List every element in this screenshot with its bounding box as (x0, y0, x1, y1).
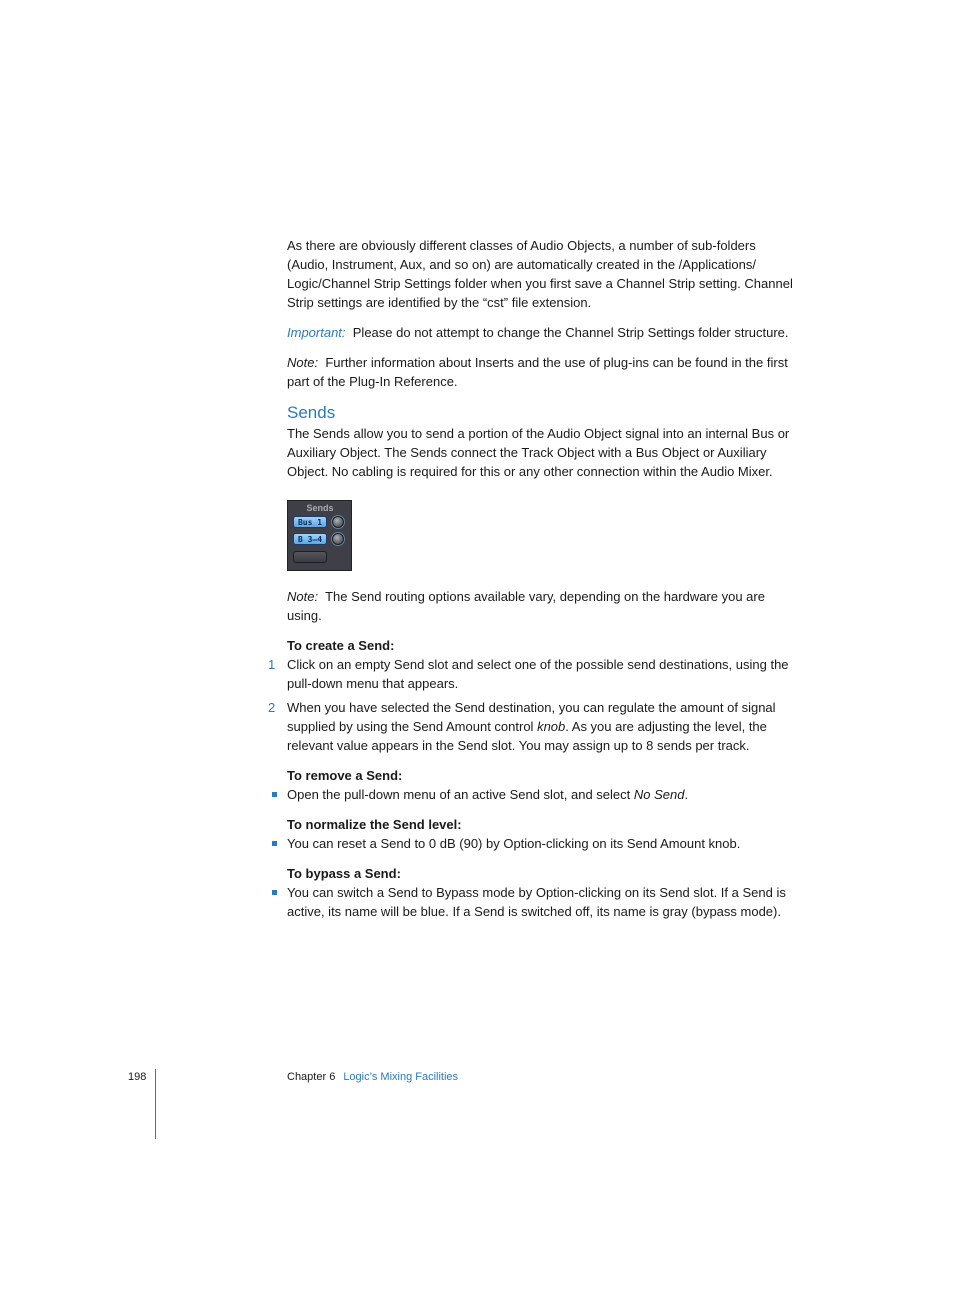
bullet-normalize (287, 834, 797, 853)
note-text: The Send routing options available vary, depending on the hardware you are using. (287, 589, 765, 623)
note-routing (287, 587, 797, 625)
bullet-remove (287, 785, 797, 804)
sends-figure (287, 500, 352, 571)
bullet-bypass (287, 883, 797, 921)
chapter-label: Chapter 6 (287, 1071, 336, 1083)
figure-title: Sends (306, 503, 334, 513)
bullet-square-icon (272, 792, 277, 797)
note-text: Further information about Inserts and the use of plug-ins can be found in the first part of the Plug-In Reference. (287, 355, 788, 389)
step-text (287, 698, 797, 755)
bullet-text-part: Open the pull-down menu of an active Send slot, and select (287, 787, 634, 802)
step-text-part: When you have selected the Send destination, you can regulate the amount of signal supplied by using the Send Amount control (287, 700, 776, 734)
step-text-emphasis: knob (537, 719, 566, 734)
task-heading-bypass: To bypass a Send: (287, 866, 401, 881)
bullet-square-icon (272, 841, 277, 846)
task-heading-remove: To remove a Send: (287, 768, 403, 783)
task-heading-create: To create a Send: (287, 638, 395, 653)
intro-paragraph: As there are obviously different classes of Audio Objects, a number of sub-folders (Audio, Instrument, Aux, and so on) are automatically created in the /Applications/ Logic/Channel Strip Settings folder when you first save a Channel Strip setting. Channel Strip settings are identified by the “cst” file extension. (287, 238, 793, 310)
important-label: Important: (287, 325, 346, 340)
important-text: Please do not attempt to change the Channel Strip Settings folder structure. (352, 325, 789, 340)
send-amount-knob-1[interactable] (332, 516, 344, 528)
step-1 (268, 655, 797, 693)
section-heading-sends: Sends (287, 403, 336, 422)
step-number: 2 (268, 700, 276, 715)
note-inserts (287, 353, 797, 391)
sends-paragraph: The Sends allow you to send a portion of the Audio Object signal into an internal Bus or Auxiliary Object. The Sends connect the Track Object with a Bus Object or Auxiliary Object. No cabling is required for this or any other connection within the Audio Mixer. (287, 426, 790, 479)
chapter-title: Logic’s Mixing Facilities (343, 1071, 459, 1083)
bullet-text: You can switch a Send to Bypass mode by Option-clicking on its Send slot. If a Send is active, its name will be blue. If a Send is switched off, its name is gray (bypass mode). (287, 885, 786, 919)
page-number: 198 (128, 1071, 147, 1083)
send-amount-knob-2[interactable] (332, 533, 344, 545)
bullet-square-icon (272, 890, 277, 895)
footer-divider (155, 1069, 156, 1139)
send-slot-empty[interactable] (293, 551, 327, 563)
page-body (268, 236, 797, 926)
bullet-text-part: . (684, 787, 689, 802)
send-slot-2[interactable]: B 3–4 (293, 533, 327, 545)
task-heading-normalize: To normalize the Send level: (287, 817, 462, 832)
bullet-text: You can reset a Send to 0 dB (90) by Option-clicking on its Send Amount knob. (287, 836, 741, 851)
bullet-text-emphasis: No Send (633, 787, 685, 802)
note-label: Note: (287, 589, 319, 604)
bullet-text (287, 785, 797, 804)
step-text: Click on an empty Send slot and select one of the possible send destinations, using the pull-down menu that appears. (287, 657, 789, 691)
note-label: Note: (287, 355, 319, 370)
footer-chapter (287, 1069, 458, 1085)
step-number: 1 (268, 657, 276, 672)
send-slot-1[interactable]: Bus 1 (293, 516, 327, 528)
important-note (287, 323, 797, 342)
step-text-part: . As you are adjusting the level, the relevant value appears in the Send slot. You may assign up to 8 sends per track. (287, 719, 767, 753)
step-2 (268, 698, 797, 755)
